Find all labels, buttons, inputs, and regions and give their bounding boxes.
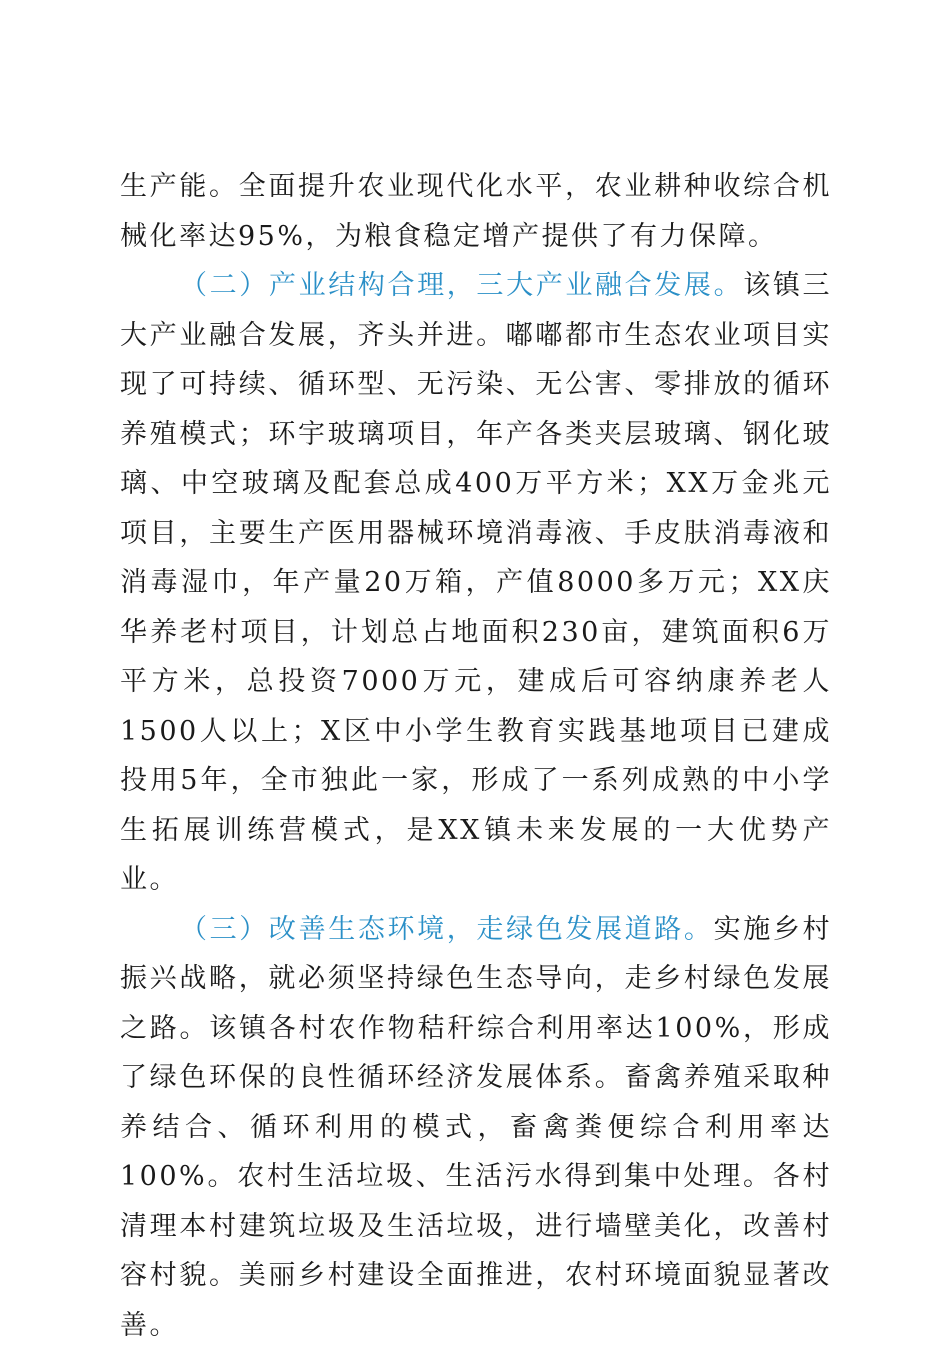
paragraph-2-text: 该镇三大产业融合发展，齐头并进。嘟嘟都市生态农业项目实现了可持续、循环型、无污染、无公害、零排放的循环养殖模式；环宇玻璃项目，年产各类夹层玻璃、钢化玻璃、中空玻璃及配套总成400万平方米；XX万金兆元项目，主要生产医用器械环境消毒液、手皮肤消毒液和消毒湿巾，年产量20万箱，产值8000多万元；XX庆华养老村项目，计划总占地面积230亩，建筑面积6万平方米，总投资7000万元，建成后可容纳康养老人1500人以上；X区中小学生教育实践基地项目已建成投用5年，全市独此一家，形成了一系列成熟的中小学生拓展训练营模式，是XX镇未来发展的一大优势产业。: [120, 270, 832, 895]
paragraph-continuation: [120, 162, 832, 261]
paragraph-industry-structure: [120, 261, 832, 905]
paragraph-3-text: 实施乡村振兴战略，就必须坚持绿色生态导向，走乡村绿色发展之路。该镇各村农作物秸秆综合利用率达100%，形成了绿色环保的良性循环经济发展体系。畜禽养殖采取种养结合、循环利用的模式，畜禽粪便综合利用率达100%。农村生活垃圾、生活污水得到集中处理。各村清理本村建筑垃圾及生活垃圾，进行墙壁美化，改善村容村貌。美丽乡村建设全面推进，农村环境面貌显著改善。: [120, 914, 832, 1341]
paragraph-1-text: 生产能。全面提升农业现代化水平，农业耕种收综合机械化率达95%，为粮食稳定增产提供了有力保障。: [120, 171, 832, 252]
section-heading-3: （三）改善生态环境，走绿色发展道路。: [180, 914, 714, 945]
paragraph-ecological-environment: [120, 905, 832, 1350]
section-heading-2: （二）产业结构合理，三大产业融合发展。: [180, 270, 743, 301]
document-body: [120, 162, 832, 1350]
